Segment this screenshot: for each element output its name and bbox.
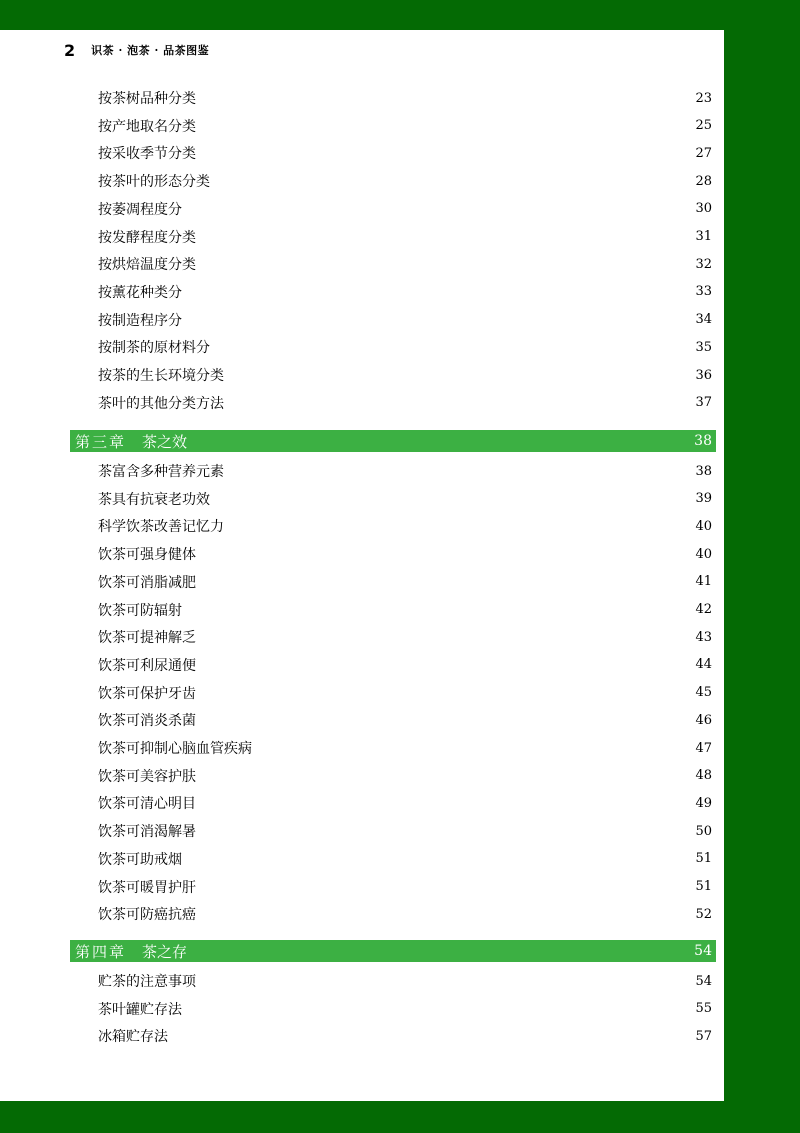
toc-entry-page: 25 bbox=[695, 118, 712, 134]
toc-entry-page: 36 bbox=[695, 367, 712, 383]
dot-leader bbox=[216, 337, 689, 357]
toc-entry[interactable] bbox=[98, 199, 712, 219]
dot-leader bbox=[195, 430, 686, 452]
toc-entry-page: 23 bbox=[695, 90, 712, 106]
dot-leader bbox=[230, 393, 689, 413]
chapter-heading[interactable] bbox=[70, 940, 716, 962]
dot-leader bbox=[230, 516, 689, 536]
dot-leader bbox=[188, 199, 689, 219]
toc-entry[interactable] bbox=[98, 627, 712, 647]
toc-entry-title: 按茶的生长环境分类 bbox=[98, 368, 224, 384]
toc-entry-page: 40 bbox=[695, 518, 712, 534]
toc-entry-page: 45 bbox=[695, 685, 712, 701]
toc-entry-title: 按烘焙温度分类 bbox=[98, 257, 196, 274]
toc-entry-title: 按发酵程度分类 bbox=[98, 229, 196, 246]
toc-entry-page: 33 bbox=[695, 284, 712, 300]
toc-entry-title: 按萎凋程度分 bbox=[98, 201, 182, 218]
dot-leader bbox=[202, 544, 689, 564]
toc-entry[interactable] bbox=[98, 904, 712, 924]
toc-entry-title: 饮茶可提神解乏 bbox=[98, 630, 196, 647]
toc-entry[interactable] bbox=[98, 683, 712, 703]
dot-leader bbox=[202, 572, 689, 592]
dot-leader bbox=[188, 600, 689, 620]
dot-leader bbox=[258, 738, 689, 758]
toc-entry-page: 48 bbox=[695, 768, 712, 784]
toc-entry[interactable] bbox=[98, 710, 712, 730]
toc-entry-page: 44 bbox=[695, 657, 712, 673]
toc-entry-page: 31 bbox=[695, 229, 712, 244]
dot-leader bbox=[188, 999, 689, 1019]
toc-entry-page: 37 bbox=[695, 395, 712, 411]
toc-entry-page: 39 bbox=[695, 491, 712, 507]
toc-entry[interactable] bbox=[98, 337, 712, 357]
toc-entry[interactable] bbox=[98, 516, 712, 536]
toc-entry[interactable] bbox=[98, 171, 712, 191]
dot-leader bbox=[202, 116, 689, 136]
toc-entry[interactable] bbox=[98, 365, 712, 385]
toc-entry[interactable] bbox=[98, 489, 712, 509]
toc-entry-page: 32 bbox=[695, 256, 712, 272]
dot-leader bbox=[202, 683, 689, 703]
toc-entry[interactable] bbox=[98, 821, 712, 841]
dot-leader bbox=[216, 171, 689, 191]
toc-entry[interactable] bbox=[98, 88, 712, 108]
dot-leader bbox=[216, 489, 689, 509]
toc-entry-title: 饮茶可保护牙齿 bbox=[98, 685, 196, 702]
toc-entry[interactable] bbox=[98, 544, 712, 564]
toc-entry[interactable] bbox=[98, 766, 712, 786]
toc-entry[interactable] bbox=[98, 227, 712, 247]
toc-entry[interactable] bbox=[98, 461, 712, 481]
toc-entry[interactable] bbox=[98, 282, 712, 302]
toc-entry-title: 茶叶的其他分类方法 bbox=[98, 395, 224, 412]
dot-leader bbox=[202, 766, 689, 786]
toc-entry-page: 28 bbox=[695, 173, 712, 189]
toc-entry-title: 饮茶可消脂减肥 bbox=[98, 574, 196, 591]
toc-entry-title: 按制茶的原材料分 bbox=[98, 340, 210, 357]
dot-leader bbox=[202, 821, 689, 841]
dot-leader bbox=[202, 143, 689, 163]
toc-entry-title: 饮茶可防癌抗癌 bbox=[98, 907, 196, 924]
dot-leader bbox=[202, 877, 689, 897]
toc-entry-title: 饮茶可消渴解暑 bbox=[98, 824, 196, 841]
toc-entry[interactable] bbox=[98, 849, 712, 869]
dot-leader bbox=[230, 461, 689, 481]
toc-entry-title: 茶具有抗衰老功效 bbox=[98, 491, 210, 508]
toc-entry-page: 49 bbox=[695, 795, 712, 811]
chapter-number: 第四章 bbox=[75, 942, 127, 961]
toc-entry-page: 42 bbox=[695, 602, 712, 617]
toc-entry-title: 饮茶可抑制心脑血管疾病 bbox=[98, 741, 252, 757]
toc-entry[interactable] bbox=[98, 310, 712, 330]
book-title: 识茶 · 泡茶 · 品茶图鉴 bbox=[91, 44, 210, 57]
toc-entry-title: 按薰花种类分 bbox=[98, 284, 182, 301]
toc-entry-title: 饮茶可清心明目 bbox=[98, 796, 196, 813]
dot-leader bbox=[195, 940, 686, 962]
toc-entry-page: 47 bbox=[695, 740, 712, 756]
toc-entry-title: 饮茶可助戒烟 bbox=[98, 851, 182, 868]
toc-entry-page: 46 bbox=[695, 712, 712, 728]
chapter-page: 54 bbox=[694, 943, 712, 959]
toc-entry[interactable] bbox=[98, 254, 712, 274]
toc-entry-title: 茶富含多种营养元素 bbox=[98, 464, 224, 480]
dot-leader bbox=[230, 365, 689, 385]
toc-entry-title: 饮茶可美容护肤 bbox=[98, 768, 196, 785]
toc-entry-page: 51 bbox=[695, 879, 712, 894]
chapter-heading[interactable] bbox=[70, 430, 716, 452]
dot-leader bbox=[202, 254, 689, 274]
toc-entry[interactable] bbox=[98, 793, 712, 813]
dot-leader bbox=[202, 710, 689, 730]
toc-entry-title: 按茶树品种分类 bbox=[98, 91, 196, 107]
dot-leader bbox=[188, 282, 689, 302]
toc-entry-page: 40 bbox=[695, 546, 712, 562]
dot-leader bbox=[202, 227, 689, 247]
toc-entry-page: 27 bbox=[695, 145, 712, 161]
dot-leader bbox=[202, 793, 689, 813]
toc-entry-page: 35 bbox=[695, 339, 712, 355]
toc-entry[interactable] bbox=[98, 1026, 712, 1046]
toc-entry-title: 贮茶的注意事项 bbox=[98, 974, 196, 990]
toc-entry-title: 科学饮茶改善记忆力 bbox=[98, 519, 224, 536]
chapter-title: 茶之存 bbox=[142, 942, 188, 961]
toc-entry-title: 按制造程序分 bbox=[98, 312, 182, 329]
toc-entry-page: 34 bbox=[695, 312, 712, 328]
toc-entry[interactable] bbox=[98, 738, 712, 758]
chapter-title: 茶之效 bbox=[142, 432, 188, 451]
toc-entry-page: 50 bbox=[695, 823, 712, 839]
toc-entry-page: 54 bbox=[695, 973, 712, 989]
dot-leader bbox=[202, 904, 689, 924]
toc-entry-page: 57 bbox=[695, 1028, 712, 1044]
toc-entry-title: 按采收季节分类 bbox=[98, 146, 196, 163]
dot-leader bbox=[174, 1026, 689, 1046]
toc-entry[interactable] bbox=[98, 116, 712, 136]
chapter-number: 第三章 bbox=[75, 432, 127, 451]
dot-leader bbox=[202, 627, 689, 647]
toc-entry-title: 饮茶可强身健体 bbox=[98, 547, 196, 564]
toc-entry-title: 按产地取名分类 bbox=[98, 118, 196, 135]
toc-entry[interactable] bbox=[98, 877, 712, 897]
chapter-page: 38 bbox=[694, 433, 712, 449]
dot-leader bbox=[188, 310, 689, 330]
page-number: 2 bbox=[64, 40, 76, 60]
toc-entry[interactable] bbox=[98, 999, 712, 1019]
toc-entry-title: 饮茶可消炎杀菌 bbox=[98, 713, 196, 730]
toc-entry[interactable] bbox=[98, 971, 712, 991]
toc-entry-page: 55 bbox=[695, 1001, 712, 1017]
toc-entry[interactable] bbox=[98, 393, 712, 413]
toc-entry-title: 饮茶可利尿通便 bbox=[98, 657, 196, 674]
toc-entry-page: 30 bbox=[695, 201, 712, 217]
toc-entry[interactable] bbox=[98, 143, 712, 163]
dot-leader bbox=[202, 655, 689, 675]
toc-entry-title: 饮茶可暖胃护肝 bbox=[98, 879, 196, 896]
toc-entry[interactable] bbox=[98, 572, 712, 592]
toc-entry-page: 38 bbox=[695, 463, 712, 479]
toc-entry-title: 按茶叶的形态分类 bbox=[98, 174, 210, 191]
toc-entry-page: 43 bbox=[695, 629, 712, 645]
toc-entry-title: 茶叶罐贮存法 bbox=[98, 1001, 182, 1018]
dot-leader bbox=[202, 971, 689, 991]
dot-leader bbox=[188, 849, 689, 869]
toc-entry[interactable] bbox=[98, 655, 712, 675]
toc-entry[interactable] bbox=[98, 600, 712, 620]
dot-leader bbox=[202, 88, 689, 108]
toc-entry-page: 41 bbox=[695, 574, 712, 590]
book-page bbox=[0, 30, 724, 1101]
toc-entry-page: 52 bbox=[695, 906, 712, 922]
page-header bbox=[64, 40, 209, 60]
toc-entry-page: 51 bbox=[695, 851, 712, 867]
toc-entry-title: 冰箱贮存法 bbox=[98, 1029, 168, 1046]
toc-entry-title: 饮茶可防辐射 bbox=[98, 602, 182, 619]
